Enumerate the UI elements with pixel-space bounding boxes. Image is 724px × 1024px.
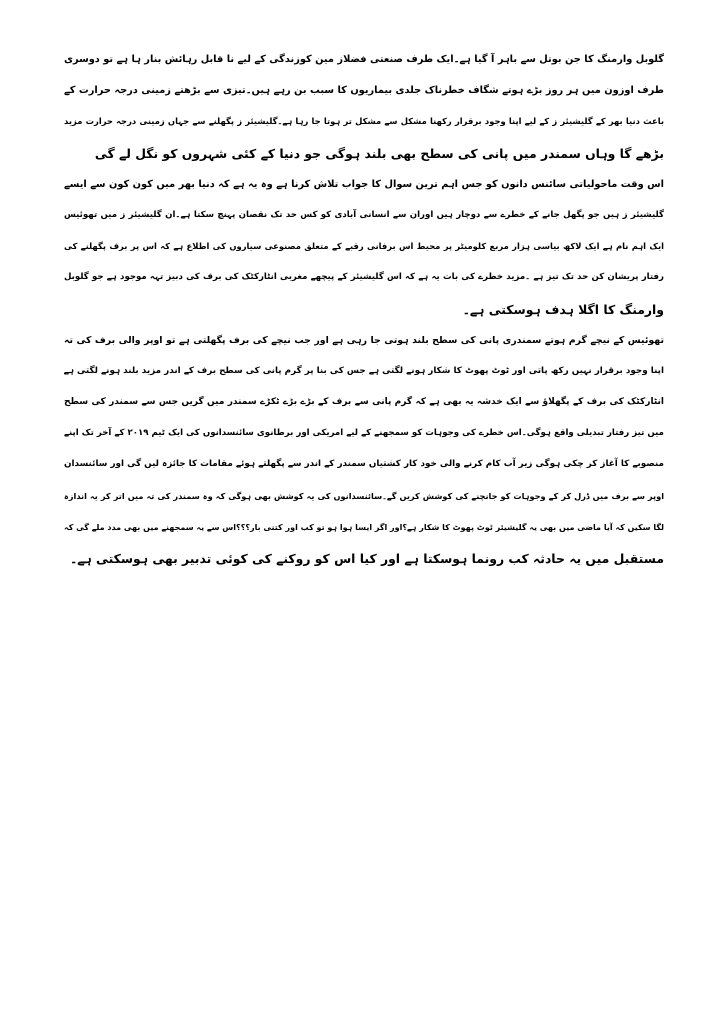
text-line: گلیشیئر ز ہیں جو پگھل جانے کے خطرے سے دوچار ہیں اوران سے انسانی آبادی کو کس حد تک نقصان پہنچ سکتا ہے۔ان گلیشیئر ز میں تھوئیس: [64, 209, 664, 220]
paragraph-2: [64, 169, 664, 325]
text-line: منصوبے کا آغاز کر چکی ہوگی زیر آب کام کرنے والی خود کار کشتیاں سمندر کے اندر سے پگھلتے ہوئے مقامات کا جائزہ لیں گی اور سائنسدان: [64, 459, 664, 470]
text-line: میں تیز رفتار تبدیلی واقع ہوگی۔اس خطرے کی وجوہات کو سمجھنے کے لیے امریکی اور برطانوی سائنسدانوں کی ایک ٹیم ۲۰۱۹ کے آخر تک اپنے: [64, 428, 664, 439]
text-line: اپنا وجود برقرار نہیں رکھ پاتی اور ٹوٹ پھوٹ کا شکار ہونے لگتی ہے جس کی بنا پر گرم پانی کی سطح برف کے اندر مزید بلند ہونے لگتی ہے: [64, 365, 664, 376]
text-line: طرف اوزون میں ہر روز بڑے ہوتے شگاف خطرناک جلدی بیماریوں کا سبب بن رہے ہیں۔تیزی سے بڑھتے زمینی درجہ حرارت کے: [64, 85, 664, 97]
text-line: اس وقت ماحولیاتی سائنس دانوں کو جس اہم ترین سوال کا جواب تلاش کرنا ہے وہ یہ ہے کہ دنیا بھر میں کون کون سے ایسے: [64, 178, 664, 190]
text-line: مستقبل میں یہ حادثہ کب رونما ہوسکتا ہے اور کیا اس کو روکنے کی کوئی تدبیر بھی ہوسکتی ہے۔: [69, 551, 664, 566]
text-line: بڑھے گا وہاں سمندر میں پانی کی سطح بھی بلند ہوگی جو دنیا کے کئی شہروں کو نگل لے گی: [94, 145, 664, 161]
text-line: وارمنگ کا اگلا ہدف ہوسکتی ہے۔: [462, 301, 664, 317]
text-line: اوپر سے برف میں ڈرل کر کے وجوہات کو جانچنے کی کوشش کریں گے۔سائنسدانوں کی یہ کوشش بھی ہوگی کہ وہ سمندر کی تہ میں اتر کر یہ اندازہ: [64, 490, 664, 501]
text-line: تھوئیس کے نیچے گرم ہوتے سمندری پانی کی سطح بلند ہوتی جا رہی ہے اور جب نیچے کی برف پگھلتی ہے تو اوپر والی برف کی تہ: [64, 334, 664, 346]
paragraph-3: [64, 325, 664, 575]
article-body: [64, 44, 664, 574]
text-line: باعث دنیا بھر کے گلیشیئر ز کے لیے اپنا وجود برقرار رکھنا مشکل سے مشکل تر ہوتا جا رہا ہے۔گلیشیئر ز پگھلنے سے جہاں زمینی درجہ حرارت مزید: [64, 116, 664, 127]
text-line: لگا سکیں کہ آیا ماضی میں بھی یہ گلیشیئر ٹوٹ پھوٹ کا شکار ہے؟اور اگر ایسا ہوا ہو تو کب اور کتنی بار؟؟؟اس سے یہ سمجھنے میں بھی مدد ملے گی کہ: [64, 522, 664, 532]
text-line: گلوبل وارمنگ کا جن بوتل سے باہر آ گیا ہے۔ایک طرف صنعتی فضلاز مین کوزندگی کے لیے نا قابل رہائش بنار ہا ہے تو دوسری: [64, 54, 664, 65]
text-line: ایک اہم نام ہے ایک لاکھ بیاسی ہزار مربع کلومیٹر پر محیط اس برفانی رقبے کے متعلق مصنوعی سیاروں کی اطلاع ہے کہ اس پر برف پگھلنے کی: [64, 241, 664, 252]
text-line: رفتار پریشان کن حد تک تیز ہے ۔مزید خطرے کی بات یہ ہے کہ اس گلیشیئر کے پیچھے مغربی انٹارکٹک کی برف کی دبیز تہہ موجود ہے جو گلوبل: [64, 272, 664, 283]
text-line: انٹارکٹک کی برف کے پگھلاؤ سے ایک خدشہ یہ بھی ہے کہ گرم پانی سے برف کے بڑے بڑے ٹکڑے سمندر میں گریں جس سے سمندر کی سطح: [64, 397, 664, 408]
paragraph-1: [64, 44, 664, 169]
